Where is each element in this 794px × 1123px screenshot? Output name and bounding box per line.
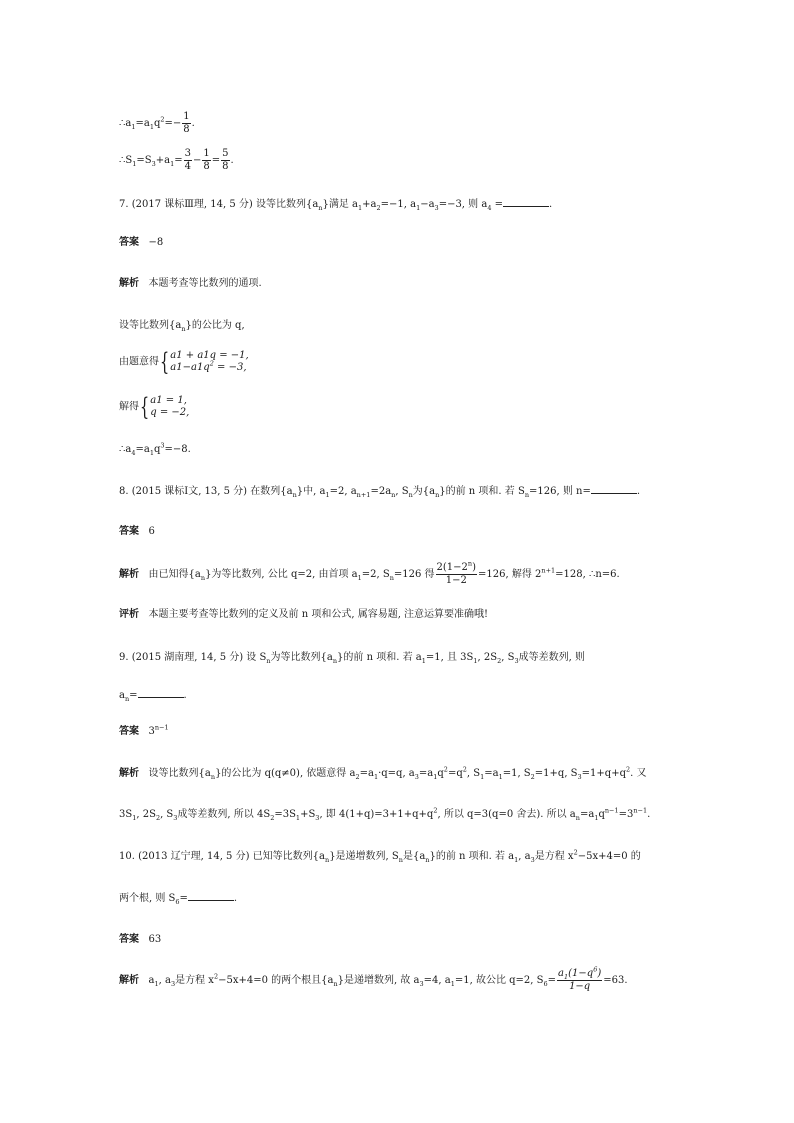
fraction: $\frac{5}{8}$: [222, 148, 229, 172]
analysis-9: 解析 设等比数列$\{a_n\}$的公比为 q(q≠0), 依题意得 $a_2=a_1\cdot q=q$, $a_3=a_1q^2=q^2$, $S_1=a_1=1$, $S_2=1+q$, $S_3=1+q+q^2$. 又: [119, 765, 647, 781]
answer-blank: [188, 891, 234, 901]
solution-line-a4: $\therefore a_4=a_1q^3=-8$.: [119, 441, 191, 457]
brace-icon: {: [140, 393, 150, 421]
question-10: 10. (2013 辽宁理, 14, 5 分) 已知等比数列$\{a_n\}$是递增数列, $S_n$是$\{a_n\}$的前 n 项和. 若 $a_1$, $a_3$是方程 $x^2-5x+4=0$ 的: [119, 848, 641, 864]
question-9-cont: $a_n=$ .: [119, 690, 187, 703]
fraction: $\frac{3}{4}$: [184, 148, 191, 172]
question-9: 9. (2015 湖南理, 14, 5 分) 设 $S_n$为等比数列$\{a_n\}$的前 n 项和. 若 $a_1=1$, 且 $3S_1$, $2S_2$, $S_3$成等差数列, 则: [119, 652, 585, 665]
equation-system-2: 解得{ a1 = 1, q = −2,: [119, 393, 190, 421]
brace-icon: {: [160, 348, 170, 376]
fraction: $\frac{a_1(1-q^6)}{1-q}$: [558, 965, 602, 992]
analysis-7: 解析 本题考查等比数列的通项.: [119, 278, 262, 289]
fraction: $\frac{2(1-2^n)}{1-2}$: [436, 559, 477, 586]
solution-7-step1: 设等比数列$\{a_n\}$的公比为 q,: [119, 320, 245, 333]
question-10-cont: 两个根, 则 $S_6=$ .: [119, 893, 238, 906]
equation-system-1: 由题意得{ a1 + a1q = −1, $a1-a1q^2 = -3$,: [119, 348, 249, 376]
question-7: 7. (2017 课标Ⅲ理, 14, 5 分) 设等比数列$\{a_n\}$满足 $a_1+a_2=-1$, $a_1-a_3=-3$, 则 $a_4$ = .: [119, 199, 553, 212]
fraction: $\frac{1}{8}$: [203, 148, 210, 172]
analysis-9-cont: $3S_1$, $2S_2$, $S_3$成等差数列, 所以 $4S_2=3S_1+S_3$, 即 $4(1+q)=3+1+q+q^2$, 所以 q=3(q=0 舍去). 所以 $a_n=a_1q^{n-1}=3^{n-1}$.: [119, 806, 651, 822]
answer-8: 答案 6: [119, 526, 155, 537]
comment-8: 评析 本题主要考查等比数列的定义及前 n 项和公式, 属容易题, 注意运算要准确哦!: [119, 609, 489, 620]
answer-blank: [138, 688, 184, 698]
answer-blank: [503, 197, 549, 207]
answer-10: 答案 63: [119, 934, 162, 945]
solution-line-s1: $\therefore S_1=S_3+a_1=$ $\frac{3}{4}$ − $\frac{1}{8}$ = $\frac{5}{8}$ .: [119, 148, 234, 172]
answer-blank: [591, 484, 637, 494]
answer-7: 答案 −8: [119, 237, 164, 248]
solution-line-a1: $\therefore a_1=a_1q^2=-$ $\frac{1}{8}$ .: [119, 111, 195, 135]
analysis-8: 解析 由已知得$\{a_n\}$为等比数列, 公比 q=2, 由首项 $a_1=2$, $S_n=126$ 得 $\frac{2(1-2^n)}{1-2}$ =126, 解得 $2^{n+1}=128$, ∴n=6.: [119, 559, 620, 586]
fraction: $\frac{1}{8}$: [183, 111, 190, 135]
question-8: 8. (2015 课标Ⅰ文, 13, 5 分) 在数列$\{a_n\}$中, $a_1=2$, $a_{n+1}=2a_n$, $S_n$为$\{a_n\}$的前 n 项和. 若 $S_n=126$, 则 n= .: [119, 486, 641, 499]
analysis-10: 解析 $a_1$, $a_3$是方程 $x^2-5x+4=0$ 的两个根且$\{a_n\}$是递增数列, 故 $a_3=4$, $a_1=1$, 故公比 q=2, $S_6=$ $\frac{a_1(1-q^6)}{1-q}$ =63.: [119, 965, 628, 992]
answer-9: 答案 $3^{n-1}$: [119, 723, 169, 737]
